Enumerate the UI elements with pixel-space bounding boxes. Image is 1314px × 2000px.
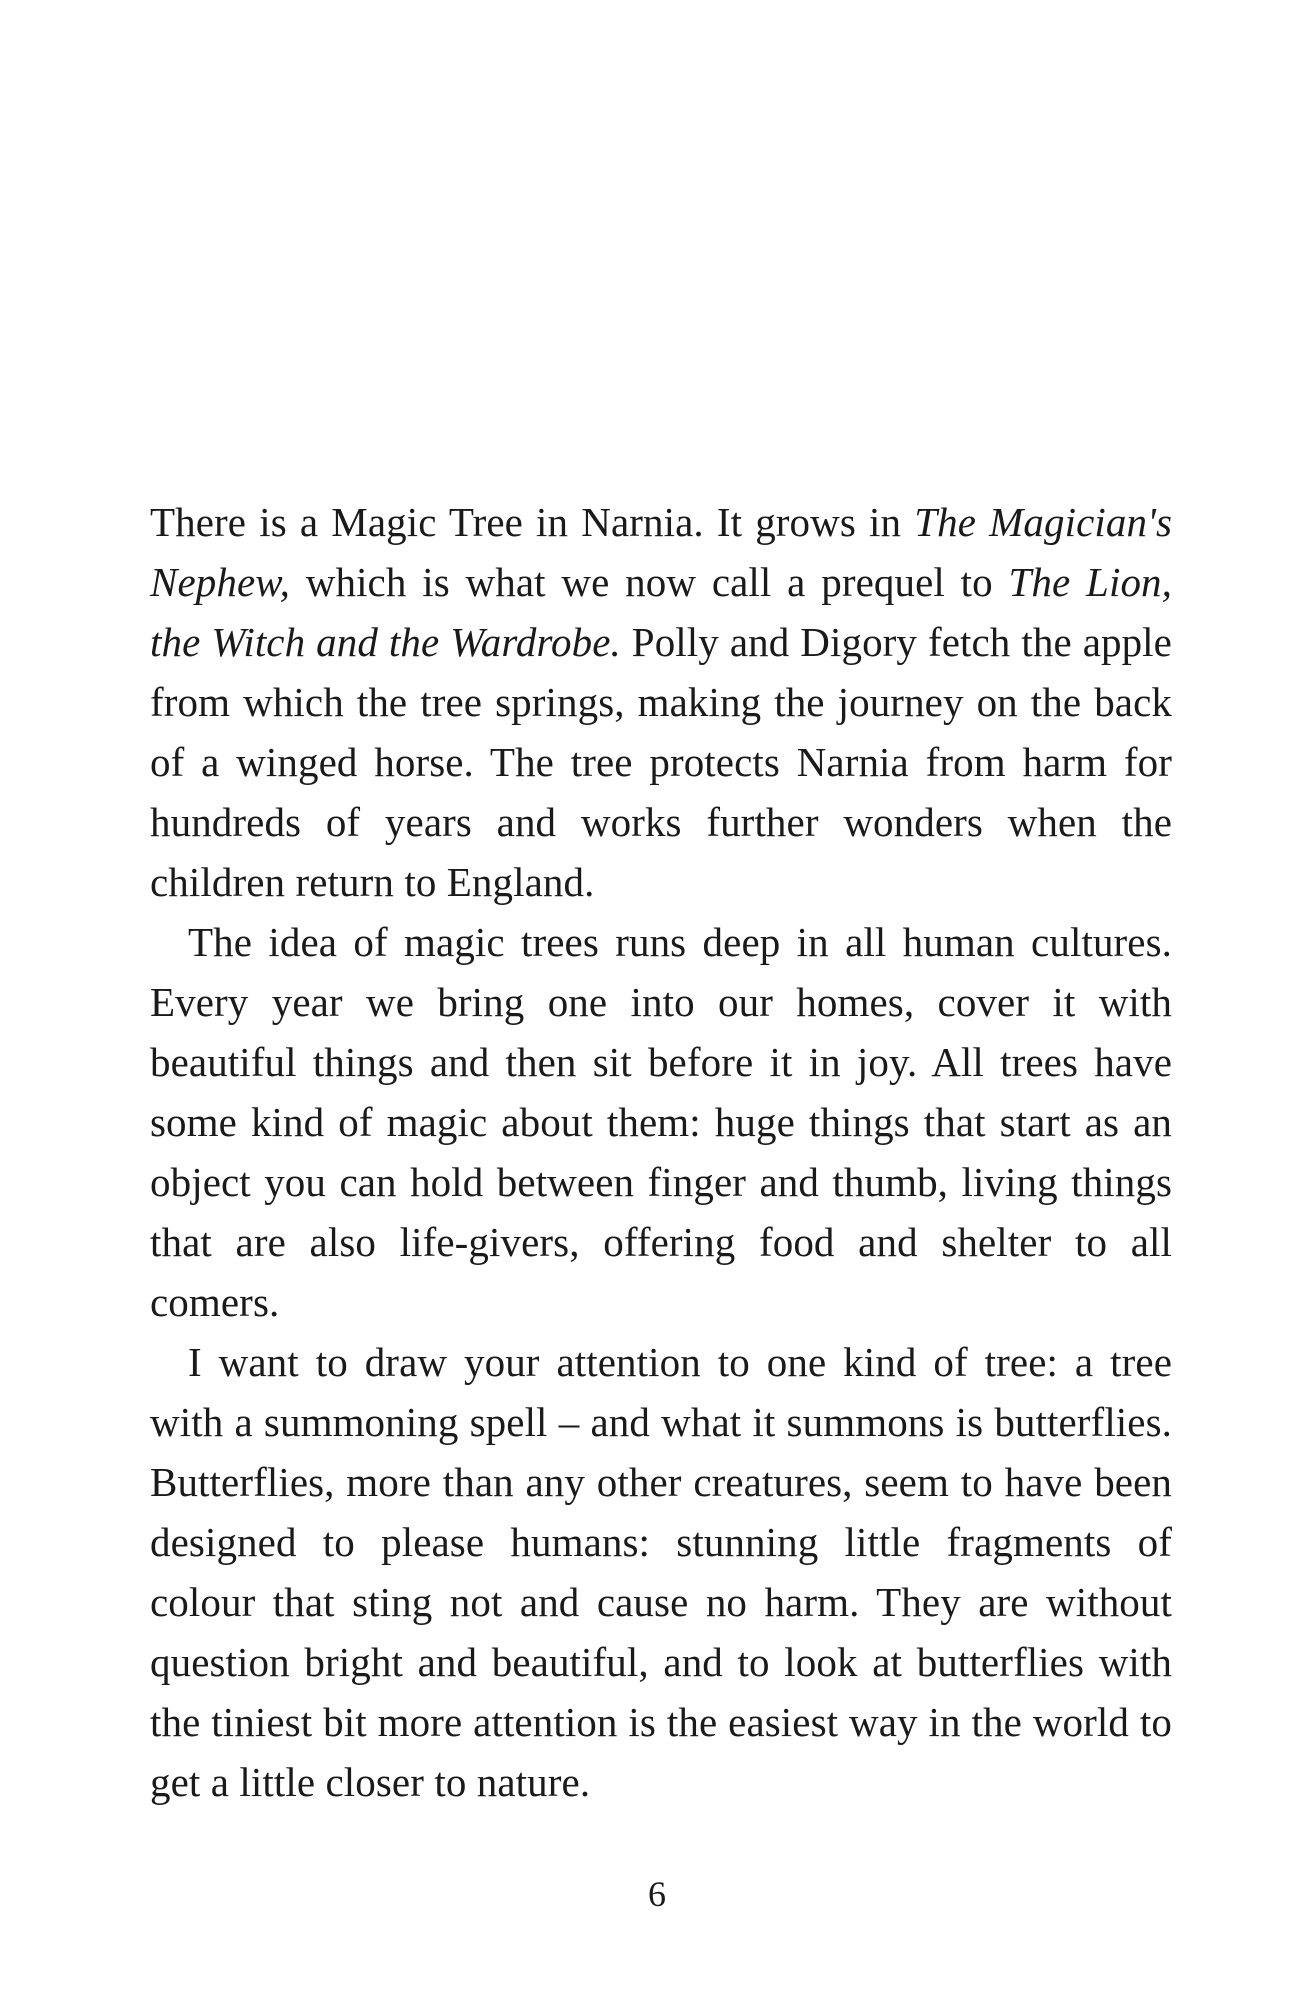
paragraph-1-segment-1: There is a Magic Tree in Narnia. It grows in xyxy=(150,499,915,545)
body-text xyxy=(150,492,1172,1812)
paragraph-3 xyxy=(150,1332,1172,1812)
paragraph-2-segment-1: The idea of magic trees runs deep in all human cultures. Every year we bring one into our homes, cover it with beautiful things and then sit before it in joy. All trees have some kind of magic about them: huge things that start as an object you can hold between finger and thumb, living things that are also life-givers, offering food and shelter to all comers. xyxy=(150,919,1172,1325)
paragraph-3-segment-1: I want to draw your attention to one kind of tree: a tree with a summoning spell – and what it summons is butterflies. Butterflies, more than any other creatures, seem to have been designed to please humans: stunning little fragments of colour that sting not and cause no harm. They are without question bright and beautiful, and to look at butterflies with the tiniest bit more attention is the easiest way in the world to get a little closer to nature. xyxy=(150,1339,1172,1805)
paragraph-1 xyxy=(150,492,1172,912)
book-title-magicians-nephew: The Magician's Nephew, xyxy=(150,499,1173,605)
paragraph-2 xyxy=(150,912,1172,1332)
paragraph-1-segment-3: which is what we now call a prequel to xyxy=(290,559,1009,605)
book-title-lion-witch-wardrobe: The Lion, the Witch and the Wardrobe. xyxy=(150,559,1172,665)
page-number: 6 xyxy=(648,1874,666,1914)
paragraph-1-segment-5: Polly and Digory fetch the apple from which the tree springs, making the journey on the back of a winged horse. The tree protects Narnia from harm for hundreds of years and works further wonders when the children return to England. xyxy=(150,619,1172,905)
